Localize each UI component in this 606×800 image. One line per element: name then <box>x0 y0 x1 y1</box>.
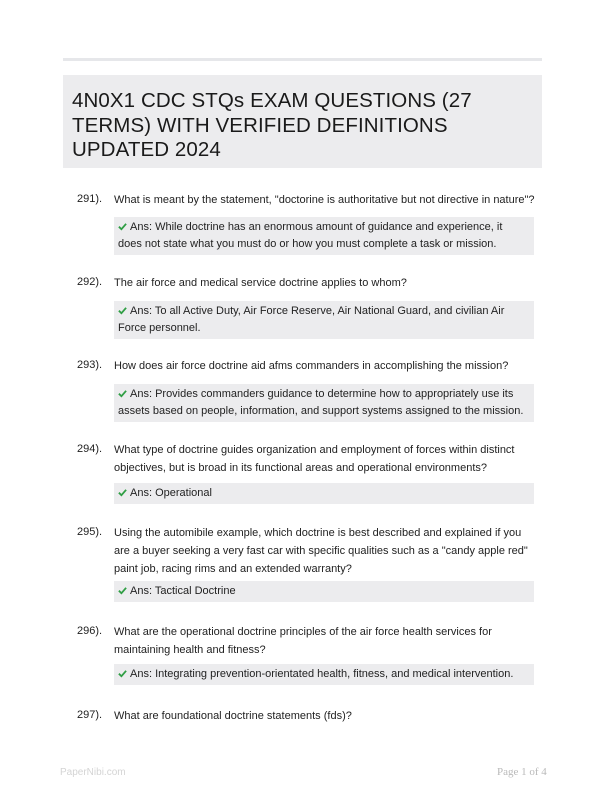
answer-box <box>114 217 534 255</box>
answer-text: Ans: Tactical Doctrine <box>130 585 236 597</box>
question-number: 294). <box>77 443 103 455</box>
check-icon <box>118 389 127 398</box>
answer-box <box>114 664 534 685</box>
question-number: 296). <box>77 625 103 637</box>
question-number: 295). <box>77 526 103 538</box>
footer-site: PaperNibi.com <box>60 767 126 778</box>
check-icon <box>118 306 127 315</box>
question-number: 292). <box>77 276 103 288</box>
answer-box <box>114 581 534 602</box>
check-icon <box>118 222 127 231</box>
question-number: 291). <box>77 193 103 205</box>
title-box <box>63 75 542 168</box>
top-rule <box>63 58 542 61</box>
question-number: 297). <box>77 709 103 721</box>
question-text: Using the automibile example, which doctrine is best described and explained if you are a buyer seeking a very fast car with specific qualities such as a "candy apple red" paint job, racing rims and an extended warranty? <box>114 527 528 575</box>
page-title: 4N0X1 CDC STQs EXAM QUESTIONS (27 TERMS) WITH VERIFIED DEFINITIONS UPDATED 2024 <box>72 89 472 161</box>
question-text: The air force and medical service doctrine applies to whom? <box>114 277 407 289</box>
answer-box <box>114 301 534 339</box>
question-number: 293). <box>77 359 103 371</box>
check-icon <box>118 586 127 595</box>
answer-text: Ans: Integrating prevention-orientated health, fitness, and medical intervention. <box>130 668 514 680</box>
answer-text: Ans: Provides commanders guidance to determine how to appropriately use its assets based on people, information, and support systems assigned to the mission. <box>118 388 524 417</box>
footer-page-number: Page 1 of 4 <box>497 766 547 778</box>
answer-text: Ans: To all Active Duty, Air Force Reserve, Air National Guard, and civilian Air Force personnel. <box>118 305 505 334</box>
question-text: What is meant by the statement, "doctorine is authoritative but not directive in nature"? <box>114 194 535 206</box>
check-icon <box>118 669 127 678</box>
check-icon <box>118 488 127 497</box>
answer-box <box>114 483 534 504</box>
question-text: How does air force doctrine aid afms commanders in accomplishing the mission? <box>114 360 509 372</box>
answer-text: Ans: Operational <box>130 487 212 499</box>
answer-text: Ans: While doctrine has an enormous amount of guidance and experience, it does not state what you must do or how you must complete a task or mission. <box>118 221 503 250</box>
answer-box <box>114 384 534 422</box>
question-text: What are the operational doctrine principles of the air force health services for maintaining health and fitness? <box>114 626 492 656</box>
question-text: What are foundational doctrine statements (fds)? <box>114 710 352 722</box>
question-text: What type of doctrine guides organization and employment of forces within distinct objectives, but is broad in its functional areas and operational environments? <box>114 444 515 474</box>
